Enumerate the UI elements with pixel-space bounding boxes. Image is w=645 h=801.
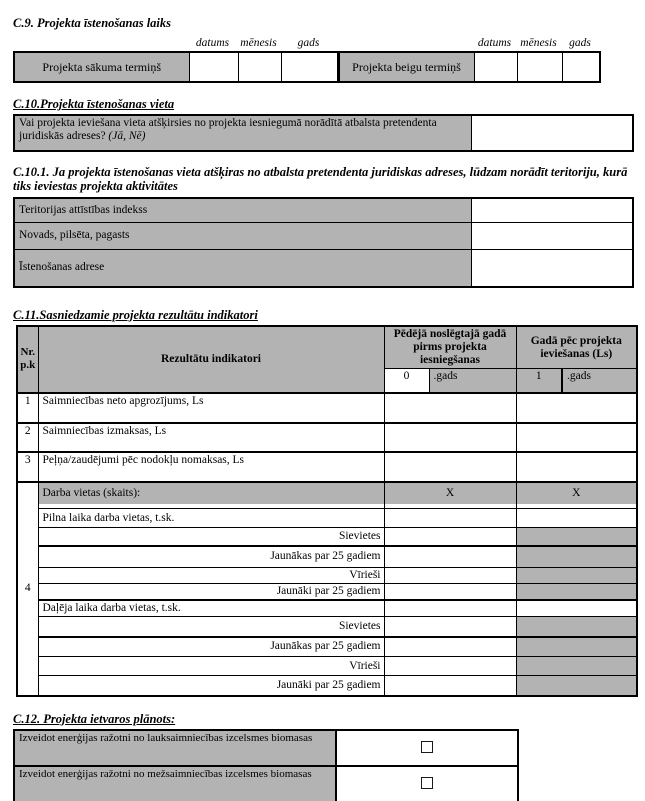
value-before-field[interactable] xyxy=(384,637,516,657)
col-header-after: Gadā pēc projekta ieviešanas (Ls) xyxy=(516,326,637,369)
value-after-cell xyxy=(516,528,637,546)
c10-question-label xyxy=(14,115,471,151)
value-after-cell xyxy=(516,568,637,584)
subrow-label: Vīrieši xyxy=(38,568,384,584)
end-date-year-field[interactable] xyxy=(562,52,600,82)
territory-index-label: Teritorijas attīstības indekss xyxy=(14,198,471,222)
end-date-day-field[interactable] xyxy=(474,52,517,82)
novads-field[interactable] xyxy=(471,222,633,249)
col-header-indicators: Rezultātu indikatori xyxy=(38,326,384,393)
value-after-field-2[interactable] xyxy=(516,423,637,452)
indicator-label: Saimniecības neto apgrozījums, Ls xyxy=(38,393,384,423)
subrow-label: Pilna laika darba vietas, t.sk. xyxy=(38,509,384,528)
value-before-field-1[interactable] xyxy=(384,393,516,423)
value-after-cell xyxy=(516,676,637,696)
datums-header-2: datums xyxy=(477,37,512,49)
checkbox-icon[interactable] xyxy=(421,777,433,789)
subrow-label: Sievietes xyxy=(38,528,384,546)
row-number: 3 xyxy=(17,452,38,482)
section-c11-heading: C.11.Sasniedzamie projekta rezultātu indikatori xyxy=(13,308,258,322)
section-c10-1-heading: C.10.1. Ja projekta īstenošanas vieta atšķiras no atbalsta pretendenta juridiskas adreses, lūdzam norādīt teritoriju, kurā tiks ieviestas projekta aktivitātes xyxy=(13,165,628,193)
c9-implementation-time-table xyxy=(13,51,601,83)
value-before-field[interactable] xyxy=(384,509,516,528)
value-before-field[interactable] xyxy=(384,676,516,696)
x-marker-after: X xyxy=(516,482,637,504)
value-before-field-2[interactable] xyxy=(384,423,516,452)
menesis-header-1: mēnesis xyxy=(240,37,277,49)
row-number: 2 xyxy=(17,423,38,452)
value-before-field[interactable] xyxy=(384,657,516,676)
c10-1-territory-table xyxy=(13,197,634,288)
value-before-field[interactable] xyxy=(384,617,516,637)
section-c9-heading: C.9. Projekta īstenošanas laiks xyxy=(13,16,172,30)
c12-option-label-2: Izveidot enerģijas ražotni no mežsaimniecības izcelsmes biomasas xyxy=(14,766,336,801)
menesis-header-2: mēnesis xyxy=(520,37,557,49)
gads-header-2: gads xyxy=(569,37,591,49)
start-date-day-field[interactable] xyxy=(189,52,238,82)
subrow-label: Vīrieši xyxy=(38,657,384,676)
subrow-label: Jaunāki par 25 gadiem xyxy=(38,676,384,696)
value-before-field[interactable] xyxy=(384,528,516,546)
year1-cell: 1 xyxy=(516,369,562,393)
gads-label-1: .gads xyxy=(429,369,516,393)
x-marker-before: X xyxy=(384,482,516,504)
c11-indicators-table xyxy=(16,325,638,697)
value-before-field-3[interactable] xyxy=(384,452,516,482)
section-c10-heading: C.10.Projekta īstenošanas vieta xyxy=(13,97,175,111)
c12-planned-table xyxy=(13,729,519,801)
c12-option-cell-2 xyxy=(336,766,518,801)
row-number-4: 4 xyxy=(17,482,38,696)
checkbox-icon[interactable] xyxy=(421,741,433,753)
subrow-label: Jaunāki par 25 gadiem xyxy=(38,584,384,601)
address-label: Īstenošanas adrese xyxy=(14,249,471,287)
value-after-field-1[interactable] xyxy=(516,393,637,423)
value-after-cell xyxy=(516,617,637,637)
col-header-nr: Nr. p.k xyxy=(17,326,38,393)
c9-date-column-headers xyxy=(13,37,633,49)
question-note: (Jā, Nē) xyxy=(108,130,146,142)
value-before-field[interactable] xyxy=(384,600,516,617)
project-start-label: Projekta sākuma termiņš xyxy=(14,52,189,82)
value-after-field[interactable] xyxy=(516,600,637,617)
start-date-year-field[interactable] xyxy=(281,52,338,82)
question-text: Vai projekta ieviešana vieta atšķirsies no projekta iesniegumā norādītā atbalsta pretendenta juridiskās adreses? xyxy=(19,117,437,142)
gads-label-2: .gads xyxy=(562,369,637,393)
value-after-cell xyxy=(516,657,637,676)
indicator-label: Saimniecības izmaksas, Ls xyxy=(38,423,384,452)
novads-label: Novads, pilsēta, pagasts xyxy=(14,222,471,249)
value-after-field[interactable] xyxy=(516,509,637,528)
year0-field[interactable]: 0 xyxy=(384,369,429,393)
subrow-label: Jaunākas par 25 gadiem xyxy=(38,637,384,657)
subrow-label: Daļēja laika darba vietas, t.sk. xyxy=(38,600,384,617)
start-date-month-field[interactable] xyxy=(238,52,281,82)
subrow-label: Sievietes xyxy=(38,617,384,637)
c12-option-label-1: Izveidot enerģijas ražotni no lauksaimniecības izcelsmes biomasas xyxy=(14,730,336,766)
territory-index-field[interactable] xyxy=(471,198,633,222)
value-before-field[interactable] xyxy=(384,584,516,601)
end-date-month-field[interactable] xyxy=(517,52,562,82)
value-after-cell xyxy=(516,546,637,568)
value-after-field-3[interactable] xyxy=(516,452,637,482)
col-header-before: Pēdējā noslēgtajā gadā pirms projekta iesniegšanas xyxy=(384,326,516,369)
gads-header-1: gads xyxy=(297,37,320,49)
project-end-label: Projekta beigu termiņš xyxy=(338,52,474,82)
indicator-label: Peļņa/zaudējumi pēc nodokļu nomaksas, Ls xyxy=(38,452,384,482)
value-after-cell xyxy=(516,584,637,601)
darba-vietas-label: Darba vietas (skaits): xyxy=(38,482,384,504)
c12-option-cell-1 xyxy=(336,730,518,766)
value-before-field[interactable] xyxy=(384,546,516,568)
row-number: 1 xyxy=(17,393,38,423)
c10-location-table xyxy=(13,114,634,152)
c10-answer-field[interactable] xyxy=(471,115,633,151)
datums-header-1: datums xyxy=(195,37,230,49)
value-before-field[interactable] xyxy=(384,568,516,584)
address-field[interactable] xyxy=(471,249,633,287)
value-after-cell xyxy=(516,637,637,657)
subrow-label: Jaunākas par 25 gadiem xyxy=(38,546,384,568)
section-c12-heading: C.12. Projekta ietvaros plānots: xyxy=(13,711,176,726)
